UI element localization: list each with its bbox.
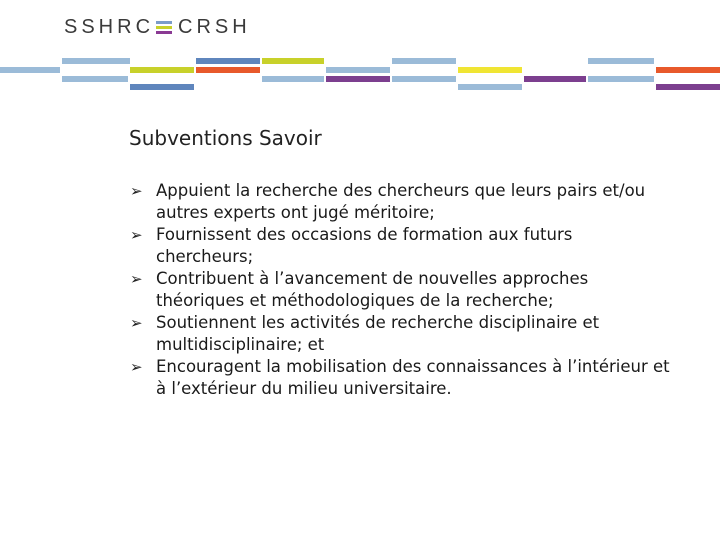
arrow-right-icon: ➢ bbox=[130, 270, 143, 288]
decorative-color-stripes bbox=[0, 58, 720, 98]
color-stripe bbox=[392, 76, 456, 82]
color-stripe bbox=[62, 58, 130, 64]
color-stripe bbox=[196, 67, 260, 73]
logo-equals-mark bbox=[156, 21, 172, 34]
arrow-right-icon: ➢ bbox=[130, 226, 143, 244]
slide-title: Subventions Savoir bbox=[129, 126, 322, 150]
bullet-text: Contribuent à l’avancement de nouvelles approches théoriques et méthodologiques de la recherche; bbox=[156, 269, 589, 310]
list-item bbox=[130, 356, 670, 400]
color-stripe bbox=[130, 67, 194, 73]
bullet-text: Fournissent des occasions de formation aux futurs chercheurs; bbox=[156, 225, 573, 266]
logo-mark-bar bbox=[156, 26, 172, 29]
sshrc-crsh-logo bbox=[64, 16, 251, 39]
color-stripe bbox=[458, 84, 522, 90]
logo-text-sshrc: SSHRC bbox=[64, 16, 155, 38]
arrow-right-icon: ➢ bbox=[130, 358, 143, 376]
color-stripe bbox=[524, 76, 586, 82]
color-stripe bbox=[588, 58, 654, 64]
bullet-text: Appuient la recherche des chercheurs que leurs pairs et/ou autres experts ont jugé méritoire; bbox=[156, 181, 646, 222]
logo-mark-bar bbox=[156, 21, 172, 24]
bullet-text: Encouragent la mobilisation des connaissances à l’intérieur et à l’extérieur du milieu universitaire. bbox=[156, 357, 670, 398]
arrow-right-icon: ➢ bbox=[130, 182, 143, 200]
color-stripe bbox=[326, 76, 390, 82]
list-item bbox=[130, 180, 670, 224]
list-item bbox=[130, 268, 670, 312]
color-stripe bbox=[196, 58, 260, 64]
bullet-list bbox=[130, 180, 670, 400]
list-item bbox=[130, 224, 670, 268]
bullet-text: Soutiennent les activités de recherche disciplinaire et multidisciplinaire; et bbox=[156, 313, 600, 354]
color-stripe bbox=[656, 84, 720, 90]
arrow-right-icon: ➢ bbox=[130, 314, 143, 332]
color-stripe bbox=[262, 76, 324, 82]
color-stripe bbox=[0, 67, 60, 73]
color-stripe bbox=[588, 76, 654, 82]
color-stripe bbox=[326, 67, 390, 73]
color-stripe bbox=[62, 76, 128, 82]
logo-mark-bar bbox=[156, 31, 172, 34]
color-stripe bbox=[656, 67, 720, 73]
color-stripe bbox=[130, 84, 194, 90]
color-stripe bbox=[262, 58, 324, 64]
color-stripe bbox=[458, 67, 522, 73]
color-stripe bbox=[392, 58, 456, 64]
list-item bbox=[130, 312, 670, 356]
logo-text-crsh: CRSH bbox=[178, 16, 251, 38]
